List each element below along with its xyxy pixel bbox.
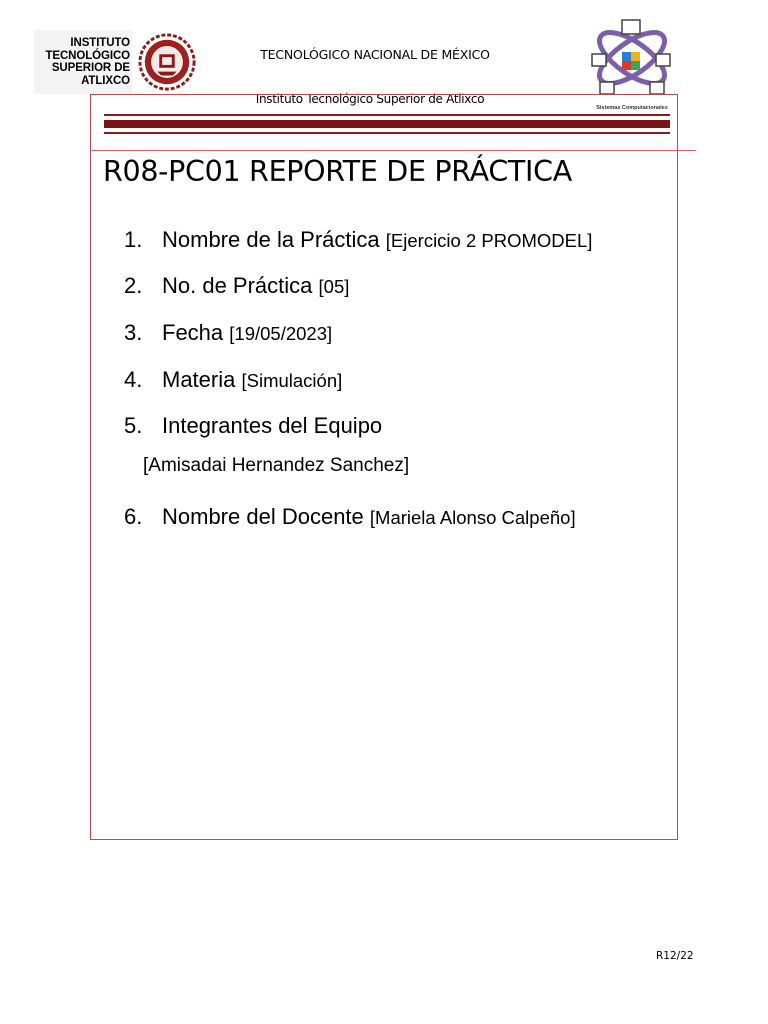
institute-seal-icon <box>138 32 196 92</box>
list-item-practice-name <box>124 227 592 253</box>
institute-logo <box>34 30 192 94</box>
header-title: TECNOLÓGICO NACIONAL DE MÉXICO <box>260 47 490 62</box>
item-label: Integrantes del Equipo <box>162 413 383 438</box>
item-number: 6. <box>124 504 143 529</box>
item-number: 4. <box>124 367 143 392</box>
item-label: Nombre del Docente <box>162 504 364 529</box>
item-label: No. de Práctica <box>162 273 313 298</box>
header-subtitle: Instituto Tecnológico Superior de Atlixco <box>255 92 485 106</box>
footer-revision-code: R12/22 <box>656 950 694 962</box>
list-item-teacher <box>124 504 576 530</box>
list-item-date <box>124 320 332 346</box>
institute-logo-text: INSTITUTO TECNOLÓGICO SUPERIOR DE ATLIXCO <box>34 30 132 94</box>
header-rule-top <box>104 114 670 116</box>
item-value: [Mariela Alonso Calpeño] <box>369 507 576 528</box>
team-members-value: [Amisadai Hernandez Sanchez] <box>143 455 410 476</box>
list-item-subject <box>124 367 342 393</box>
item-value: [Simulación] <box>241 370 343 391</box>
item-label: Nombre de la Práctica <box>162 227 380 252</box>
item-number: 2. <box>124 273 143 298</box>
list-item-practice-number <box>124 273 349 299</box>
item-label: Fecha <box>162 320 224 345</box>
title-rule <box>92 150 696 151</box>
header-rule-bottom <box>104 132 670 134</box>
item-value: [05] <box>318 276 350 297</box>
item-number: 5. <box>124 413 143 438</box>
right-logo-caption: Sistemas Computacionales <box>596 105 668 111</box>
item-value: [Ejercicio 2 PROMODEL] <box>385 230 593 251</box>
item-number: 1. <box>124 227 143 252</box>
list-item-team-members <box>124 413 382 439</box>
item-label: Materia <box>162 367 236 392</box>
item-number: 3. <box>124 320 143 345</box>
header-rule-thick <box>104 120 670 128</box>
document-title: R08-PC01 REPORTE DE PRÁCTICA <box>103 155 572 188</box>
item-value: [19/05/2023] <box>229 323 333 344</box>
